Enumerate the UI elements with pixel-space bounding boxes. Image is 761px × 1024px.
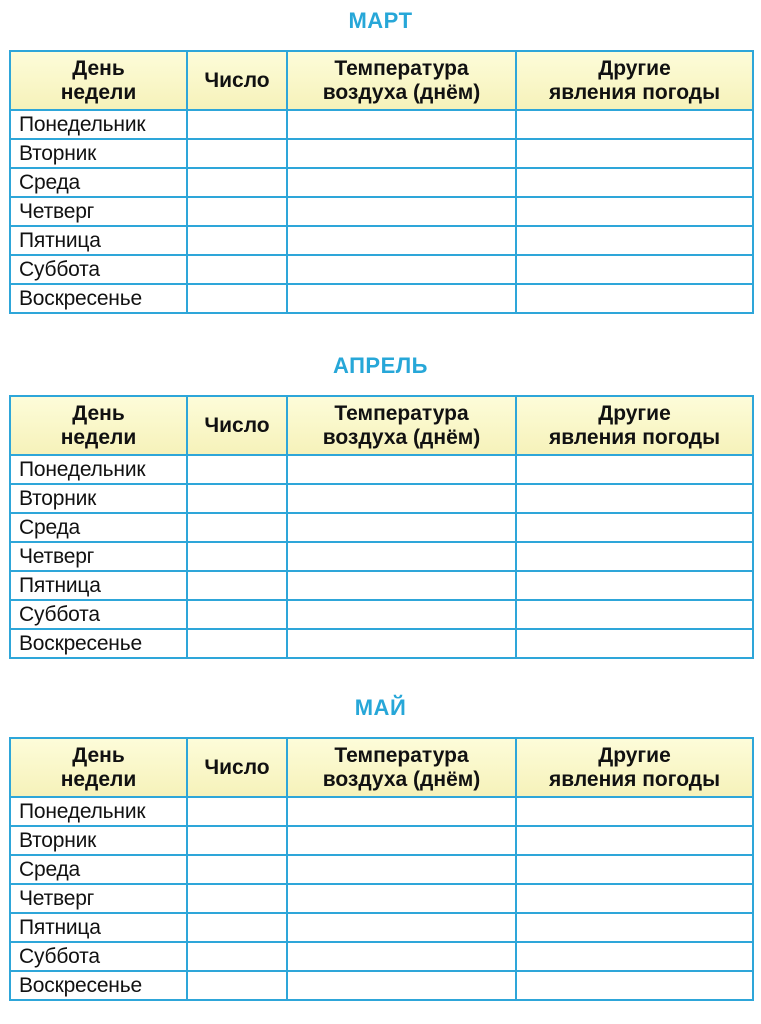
temperature-cell[interactable] (287, 284, 516, 313)
header-other-line-2: явления погоды (548, 80, 721, 104)
header-day-of-week (10, 738, 187, 797)
other-phenomena-cell[interactable] (516, 284, 753, 313)
day-label: Пятница (10, 913, 187, 942)
table-row (10, 110, 753, 139)
header-temperature-line-2: воздуха (днём) (322, 767, 481, 791)
day-label: Суббота (10, 255, 187, 284)
number-cell[interactable] (187, 542, 287, 571)
number-cell[interactable] (187, 139, 287, 168)
other-phenomena-cell[interactable] (516, 110, 753, 139)
other-phenomena-cell[interactable] (516, 797, 753, 826)
month-title-may: МАЙ (354, 695, 407, 720)
day-label: Вторник (10, 826, 187, 855)
other-phenomena-cell[interactable] (516, 826, 753, 855)
other-phenomena-cell[interactable] (516, 513, 753, 542)
weather-table-april (9, 395, 754, 659)
other-phenomena-cell[interactable] (516, 542, 753, 571)
day-label: Пятница (10, 226, 187, 255)
temperature-cell[interactable] (287, 139, 516, 168)
number-cell[interactable] (187, 110, 287, 139)
table-row (10, 168, 753, 197)
temperature-cell[interactable] (287, 542, 516, 571)
day-label: Суббота (10, 600, 187, 629)
table-header-row (10, 51, 753, 110)
other-phenomena-cell[interactable] (516, 884, 753, 913)
table-row (10, 855, 753, 884)
other-phenomena-cell[interactable] (516, 484, 753, 513)
table-row (10, 197, 753, 226)
day-label: Воскресенье (10, 629, 187, 658)
table-row (10, 542, 753, 571)
other-phenomena-cell[interactable] (516, 600, 753, 629)
temperature-cell[interactable] (287, 797, 516, 826)
table-row (10, 139, 753, 168)
header-day-of-week (10, 396, 187, 455)
day-label: Среда (10, 855, 187, 884)
header-other-line-1: Другие (598, 401, 671, 425)
header-other-line-2: явления погоды (548, 767, 721, 791)
number-cell[interactable] (187, 455, 287, 484)
table-row (10, 797, 753, 826)
header-temperature-line-1: Температура (334, 56, 469, 80)
header-temperature-line-2: воздуха (днём) (322, 425, 481, 449)
day-label: Понедельник (10, 455, 187, 484)
header-other-phenomena (516, 51, 753, 110)
number-cell[interactable] (187, 600, 287, 629)
temperature-cell[interactable] (287, 884, 516, 913)
other-phenomena-cell[interactable] (516, 942, 753, 971)
other-phenomena-cell[interactable] (516, 255, 753, 284)
header-temperature (287, 396, 516, 455)
header-other-phenomena (516, 396, 753, 455)
temperature-cell[interactable] (287, 255, 516, 284)
temperature-cell[interactable] (287, 600, 516, 629)
header-day-line-2: недели (60, 80, 137, 104)
number-cell[interactable] (187, 855, 287, 884)
table-header-row (10, 738, 753, 797)
day-label: Среда (10, 513, 187, 542)
number-cell[interactable] (187, 513, 287, 542)
table-row (10, 629, 753, 658)
other-phenomena-cell[interactable] (516, 455, 753, 484)
table-row (10, 971, 753, 1000)
number-cell[interactable] (187, 255, 287, 284)
table-header-row (10, 396, 753, 455)
temperature-cell[interactable] (287, 855, 516, 884)
temperature-cell[interactable] (287, 484, 516, 513)
other-phenomena-cell[interactable] (516, 629, 753, 658)
number-cell[interactable] (187, 197, 287, 226)
temperature-cell[interactable] (287, 197, 516, 226)
other-phenomena-cell[interactable] (516, 197, 753, 226)
day-label: Суббота (10, 942, 187, 971)
other-phenomena-cell[interactable] (516, 139, 753, 168)
temperature-cell[interactable] (287, 971, 516, 1000)
other-phenomena-cell[interactable] (516, 855, 753, 884)
month-title-april: АПРЕЛЬ (332, 353, 428, 378)
temperature-cell[interactable] (287, 168, 516, 197)
header-number (187, 51, 287, 110)
weather-table-march (9, 50, 754, 314)
table-row (10, 571, 753, 600)
table-row (10, 600, 753, 629)
table-row (10, 255, 753, 284)
table-row (10, 942, 753, 971)
table-row (10, 826, 753, 855)
day-label: Вторник (10, 139, 187, 168)
table-row (10, 455, 753, 484)
header-other-line-2: явления погоды (548, 425, 721, 449)
header-temperature-line-1: Температура (334, 401, 469, 425)
table-row (10, 484, 753, 513)
number-cell[interactable] (187, 826, 287, 855)
number-cell[interactable] (187, 284, 287, 313)
header-number (187, 396, 287, 455)
temperature-cell[interactable] (287, 110, 516, 139)
header-day-line-2: недели (60, 767, 137, 791)
header-other-phenomena (516, 738, 753, 797)
header-day-line-1: День (72, 56, 125, 80)
header-day-line-2: недели (60, 425, 137, 449)
number-cell[interactable] (187, 226, 287, 255)
table-row (10, 884, 753, 913)
header-temperature-line-2: воздуха (днём) (322, 80, 481, 104)
day-label: Четверг (10, 542, 187, 571)
day-label: Среда (10, 168, 187, 197)
table-row (10, 226, 753, 255)
temperature-cell[interactable] (287, 913, 516, 942)
temperature-cell[interactable] (287, 629, 516, 658)
day-label: Понедельник (10, 797, 187, 826)
day-label: Понедельник (10, 110, 187, 139)
header-other-line-1: Другие (598, 56, 671, 80)
header-day-of-week (10, 51, 187, 110)
other-phenomena-cell[interactable] (516, 571, 753, 600)
temperature-cell[interactable] (287, 513, 516, 542)
number-cell[interactable] (187, 168, 287, 197)
day-label: Четверг (10, 197, 187, 226)
temperature-cell[interactable] (287, 226, 516, 255)
month-title-march: МАРТ (348, 8, 413, 33)
number-cell[interactable] (187, 913, 287, 942)
other-phenomena-cell[interactable] (516, 168, 753, 197)
number-cell[interactable] (187, 797, 287, 826)
weather-table-may (9, 737, 754, 1001)
temperature-cell[interactable] (287, 826, 516, 855)
day-label: Четверг (10, 884, 187, 913)
number-cell[interactable] (187, 884, 287, 913)
number-cell[interactable] (187, 629, 287, 658)
other-phenomena-cell[interactable] (516, 913, 753, 942)
header-day-line-1: День (72, 401, 125, 425)
number-cell[interactable] (187, 484, 287, 513)
temperature-cell[interactable] (287, 571, 516, 600)
header-temperature (287, 738, 516, 797)
day-label: Воскресенье (10, 284, 187, 313)
header-other-line-1: Другие (598, 743, 671, 767)
header-number-label: Число (204, 413, 270, 437)
header-number-label: Число (204, 755, 270, 779)
table-row (10, 913, 753, 942)
temperature-cell[interactable] (287, 455, 516, 484)
other-phenomena-cell[interactable] (516, 971, 753, 1000)
header-number-label: Число (204, 68, 270, 92)
day-label: Пятница (10, 571, 187, 600)
header-temperature-line-1: Температура (334, 743, 469, 767)
number-cell[interactable] (187, 942, 287, 971)
header-number (187, 738, 287, 797)
number-cell[interactable] (187, 571, 287, 600)
header-day-line-1: День (72, 743, 125, 767)
day-label: Вторник (10, 484, 187, 513)
table-row (10, 513, 753, 542)
table-row (10, 284, 753, 313)
header-temperature (287, 51, 516, 110)
day-label: Воскресенье (10, 971, 187, 1000)
number-cell[interactable] (187, 971, 287, 1000)
temperature-cell[interactable] (287, 942, 516, 971)
other-phenomena-cell[interactable] (516, 226, 753, 255)
